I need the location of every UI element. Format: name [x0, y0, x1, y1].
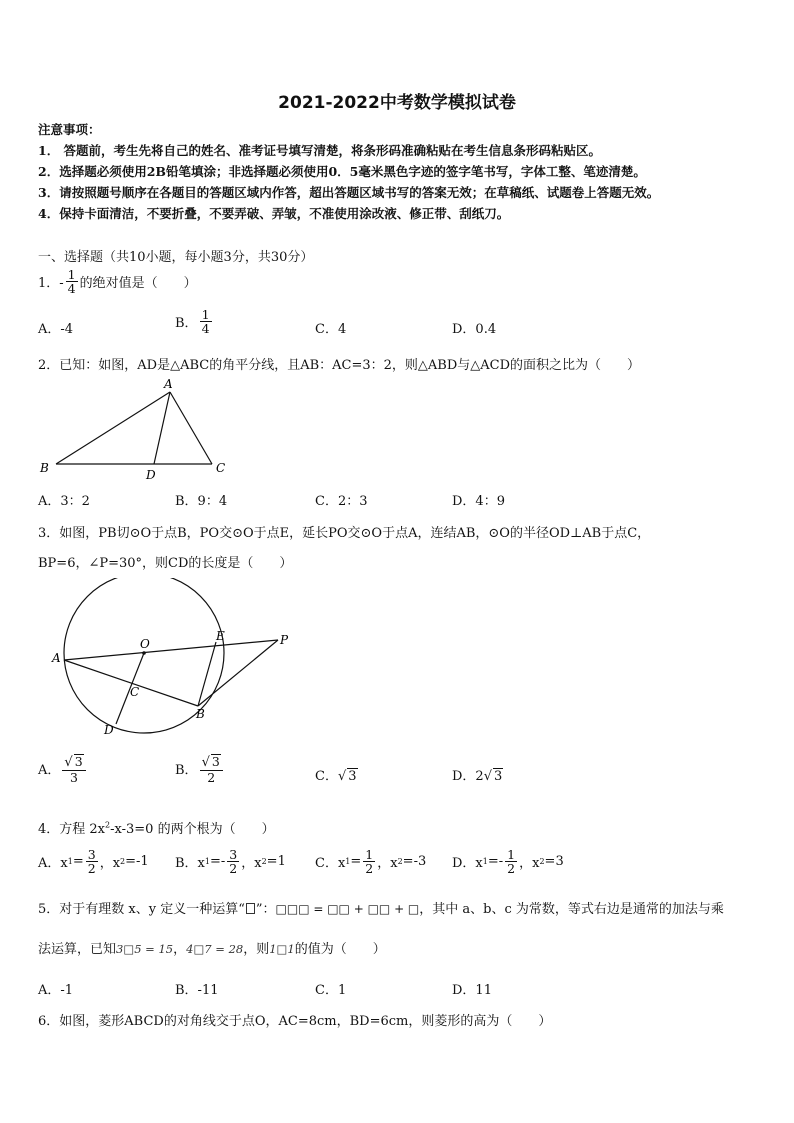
note-item-2: 2．选择题必须使用2B铅笔填涂；非选择题必须使用0．5毫米黑色字迹的签字笔书写，字体工整、笔迹清楚。 [38, 164, 646, 179]
q4-a-sub1: 1 [67, 857, 73, 867]
q3-label-e: E [216, 629, 225, 643]
q3-label-b: B [196, 707, 205, 721]
q1-frac-den: 4 [67, 281, 76, 297]
section-heading: 一、选择题（共10小题，每小题3分，共30分） [38, 250, 314, 265]
q4-c-post: ，x [377, 856, 398, 872]
q4-c-eq: = [350, 854, 362, 870]
q4-b-fraction [227, 848, 239, 875]
q3-a-label: A． [38, 763, 61, 779]
q3-c-rad: 3 [348, 769, 357, 784]
q1-option-a: A．-4 [38, 322, 74, 337]
q1-option-b-label: B． [175, 316, 198, 332]
q5-line2-pre: 法运算，已知 [38, 942, 117, 957]
q2-option-d: D．4：9 [452, 494, 505, 509]
q3-line-ab [64, 660, 198, 706]
q3-b-fraction [200, 754, 223, 784]
q4-d-fraction [505, 848, 517, 875]
q4-sup: 2 [105, 820, 111, 830]
q2-option-c: C．2：3 [315, 494, 368, 509]
q3-option-a [38, 754, 88, 784]
q4-option-d [452, 848, 564, 875]
q4-d-sub2: 2 [539, 857, 545, 867]
q4-text-post: -x-3=0 的两个根为（ ） [110, 822, 275, 837]
question-1 [38, 268, 197, 295]
q4-d-pre: D．x [452, 856, 483, 872]
q4-d-sub1: 1 [482, 857, 488, 867]
q4-c-den: 2 [365, 861, 374, 877]
q4-b-pre: B．x [175, 856, 205, 872]
q1-option-d: D．0.4 [452, 322, 497, 337]
q4-c-sub1: 1 [345, 857, 351, 867]
q4-c-x2: =-3 [402, 854, 427, 870]
note-item-3: 3．请按照题号顺序在各题目的答题区域内作答，超出答题区域书写的答案无效；在草稿纸、试题卷上答题无效。 [38, 185, 660, 200]
q4-c-num: 1 [365, 847, 374, 862]
question-2: 2．已知：如图，AD是△ABC的角平分线，且AB：AC=3：2，则△ABD与△ACD的面积之比为（ ） [38, 358, 641, 373]
note-item-4: 4．保持卡面清洁，不要折叠，不要弄破、弄皱，不准使用涂改液、修正带、刮纸刀。 [38, 206, 510, 221]
q4-b-sub1: 1 [204, 857, 210, 867]
q3-line-eb [198, 642, 216, 706]
q4-option-b [175, 848, 286, 875]
q3-option-d: D．2√ 3 [452, 769, 503, 784]
q5-given-2: 4□7 = 28 [186, 942, 244, 956]
q5-option-c: C．1 [315, 983, 347, 998]
q3-d-rad: 3 [494, 769, 503, 784]
q5-given-1: 3□5 = 15 [116, 942, 174, 956]
q4-a-sub2: 2 [120, 857, 126, 867]
q4-b-x2: =1 [266, 854, 286, 870]
q2-bisector-ad [154, 392, 170, 464]
q1-option-b [175, 308, 214, 335]
q5-line2-post: 的值为（ ） [294, 942, 386, 957]
q4-d-num: 1 [507, 847, 516, 862]
q4-a-pre: A．x [38, 856, 68, 872]
q2-label-b: B [40, 461, 49, 475]
q3-c-label: C． [315, 769, 338, 784]
question-3-line-2: BP=6，∠P=30°，则CD的长度是（ ） [38, 556, 293, 571]
q1-text: 的绝对值是（ ） [79, 276, 197, 292]
q1-option-b-fraction [200, 308, 212, 335]
note-item-1: 1． 答题前，考生先将自己的姓名、准考证号填写清楚，将条形码准确粘贴在考生信息条形码粘贴区。 [38, 143, 602, 158]
q3-label-d: D [104, 723, 114, 737]
q4-b-num: 3 [229, 847, 238, 862]
q5-formula: □□□ = □□ + □□ + □ [275, 902, 420, 916]
q2-label-d: D [146, 468, 156, 482]
q3-line-ap [64, 640, 278, 660]
q4-d-den: 2 [507, 861, 516, 877]
q4-b-eq: =- [209, 854, 226, 870]
q1-b-den: 4 [201, 321, 210, 337]
q2-triangle-figure [36, 372, 236, 484]
q5-target: 1□1 [269, 942, 295, 956]
q5-sep: ， [173, 942, 187, 957]
q3-option-b [175, 754, 225, 784]
paper-title: 2021-2022中考数学模拟试卷 [278, 93, 516, 113]
q5-line2-mid: ，则 [243, 942, 270, 957]
q3-a-num: √ 3 [62, 754, 85, 771]
q4-b-post: ，x [241, 856, 262, 872]
q5-option-a: A．-1 [38, 983, 74, 998]
q2-label-c: C [216, 461, 226, 475]
q4-d-eq: =- [487, 854, 504, 870]
notes-heading: 注意事项： [38, 122, 101, 137]
question-6: 6．如图，菱形ABCD的对角线交于点O，AC=8cm，BD=6cm，则菱形的高为（ ） [38, 1014, 552, 1029]
q4-c-fraction [363, 848, 375, 875]
q5-line1-pre: 5．对于有理数 x、y 定义一种运算“ [38, 902, 245, 917]
q4-b-sub2: 2 [261, 857, 267, 867]
q3-b-den: 2 [207, 769, 216, 785]
q2-side-ab [56, 392, 170, 464]
q4-a-num: 3 [87, 847, 96, 862]
q3-circle-figure [48, 578, 298, 740]
q3-a-fraction [62, 754, 85, 784]
q4-a-den: 2 [87, 861, 96, 877]
q5-option-b: B．-11 [175, 983, 219, 998]
q4-b-den: 2 [229, 861, 238, 877]
q2-option-a: A．3：2 [38, 494, 90, 509]
q5-line1-post: ，其中 a、b、c 为常数，等式右边是通常的加法与乘 [419, 902, 724, 917]
q1-fraction [66, 268, 78, 295]
q4-a-fraction [86, 848, 98, 875]
q3-label-a: A [52, 651, 61, 665]
q5-operator-box-icon [246, 903, 255, 914]
q4-a-eq: = [72, 854, 84, 870]
q1-option-c: C．4 [315, 322, 347, 337]
q3-b-num: √ 3 [200, 754, 223, 771]
q4-a-post: ，x [99, 856, 121, 872]
q4-c-sub2: 2 [397, 857, 403, 867]
q3-label-p: P [280, 633, 289, 647]
q4-option-c [315, 848, 426, 875]
question-5-line-2 [38, 938, 386, 957]
question-5-line-1 [38, 898, 724, 917]
q3-a-rad: 3 [74, 754, 83, 769]
q5-line1-mid: ”： [255, 902, 276, 917]
q4-a-x2: =-1 [125, 854, 149, 870]
q4-d-x2: =3 [544, 854, 564, 870]
q3-a-den: 3 [70, 769, 78, 785]
q1-number: 1．- [38, 276, 64, 292]
q4-c-pre: C．x [315, 856, 346, 872]
q3-label-c: C [130, 685, 140, 699]
q2-label-a: A [164, 377, 173, 391]
question-4 [38, 818, 275, 837]
q3-option-c: C．√ 3 [315, 769, 357, 784]
q4-d-post: ，x [519, 856, 540, 872]
q3-label-o: O [140, 637, 150, 651]
q1-b-num: 1 [201, 307, 210, 322]
q3-d-label: D．2 [452, 769, 484, 784]
q3-b-label: B． [175, 763, 198, 779]
q1-frac-num: 1 [67, 267, 76, 282]
q3-center-dot [142, 651, 146, 655]
question-3-line-1: 3．如图，PB切⊙O于点B，PO交⊙O于点E，延长PO交⊙O于点A，连结AB，⊙O的半径OD⊥AB于点C， [38, 526, 651, 541]
q4-option-a [38, 848, 149, 875]
q2-side-ac [170, 392, 212, 464]
q3-tangent-bp [198, 640, 278, 706]
q4-text-pre: 4．方程 2x [38, 822, 106, 837]
q2-option-b: B．9：4 [175, 494, 228, 509]
q5-option-d: D．11 [452, 983, 492, 998]
q3-b-rad: 3 [211, 754, 220, 769]
